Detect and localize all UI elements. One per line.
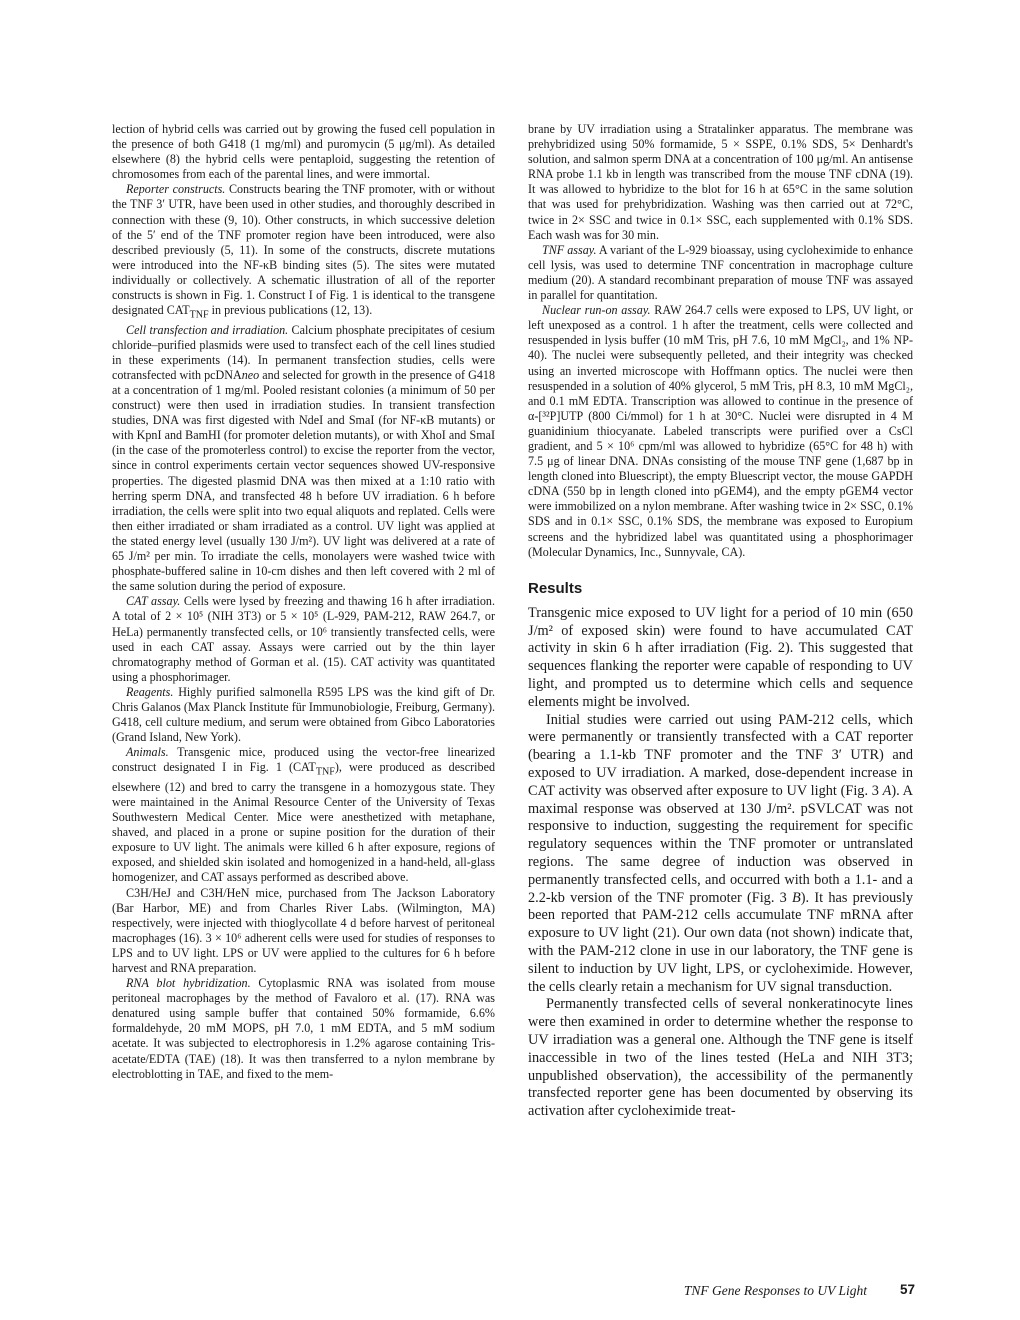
page-number: 57 xyxy=(899,1282,915,1297)
run-in-heading: Reagents. xyxy=(126,684,174,699)
section-heading-results: Results xyxy=(528,579,583,597)
paragraph-nuclear-run-on: Nuclear run-on assay. RAW 264.7 cells were exposed to LPS, UV light, or left unexposed as a control. 1 h after the treatment, cells were collected and resuspended in lysis buffer (10 mM Tris, pH 7.6, 10 mM MgCl₂, and 1% NP-40). The nuclei were subsequently pelleted, and their integrity was checked using an inverted microscope with Hoffmann optics. The nuclei were then resuspended in a solution of 40% glycerol, 5 mM Tris, pH 8.3, 10 mM MgCl₂, and 0.1 mM EDTA. Transcription was allowed to continue in the presence of α-[³²P]UTP (800 Ci/mmol) for 1 h at 30°C. Nuclei were disrupted in 4 M guanidinium thiocyanate. Labeled transcripts were purified over a CsCl gradient, and 5 × 10⁶ cpm/ml was allowed to hybridize (65°C for 48 h) with 7.5 μg of linear DNA. DNAs consisting of the mouse TNF gene (1,687 bp in length cloned into Bluescript), the empty Bluescript vector, the mouse GAPDH cDNA (550 bp in length cloned into pGEM4), and the empty pGEM4 vector were immobilized on a nylon membrane. After washing twice in 2× SSC, 0.1% SDS and in 0.1× SSC, 0.1% SDS, the membrane was exposed to Europium screens and the hybridized label was quantitated using a phosphorimager (Molecular Dynamics, Inc., Sunnyvale, CA). xyxy=(528,303,913,559)
paragraph-reagents: Reagents. Highly purified salmonella R595 LPS was the kind gift of Dr. Chris Galanos (Max Planck Institute für Immunobiologie, Freiburg, Germany). G418, cell culture medium, and serum were obtained from Gibco Laboratories (Grand Island, New York). xyxy=(112,684,496,745)
results-paragraph: Initial studies were carried out using PAM-212 cells, which were permanently or transiently transfected with a CAT reporter (bearing a 1.1-kb TNF promoter and the TNF 3′ UTR) and exposed to UV irradiation. A marked, dose-dependent increase in CAT activity was observed after exposure to UV light (Fig. 3 A). A maximal response was observed at 130 J/m². pSVLCAT was not responsive to induction, suggesting the requirement for specific regulatory sequences within the TNF promoter or untranslated regions. The same degree of induction was observed in permanently transfected cells, and occurred with both a 1.1- and a 2.2-kb version of the TNF promoter (Fig. 3 B). It has previously been reported that PAM-212 cells accumulate TNF mRNA after exposure to UV light (21). Our own data (not shown) indicate that, with the PAM-212 clone in use in our laboratory, the TNF gene is silent to induction by UV light, LPS, or cycloheximide. However, the cells clearly retain a mechanism for UV signal transduction. xyxy=(528,711,913,995)
right-column xyxy=(528,122,913,1121)
page-footer xyxy=(560,1283,915,1305)
paragraph-rna-blot: RNA blot hybridization. Cytoplasmic RNA was isolated from mouse peritoneal macrophages by the method of Favaloro et al. (17). RNA was denatured using sample buffer that contained 50% formamide, 6.6% formaldehyde, 20 mM MOPS, pH 7.0, 1 mM EDTA, and 5 mM sodium acetate. It was subjected to electrophoresis in 1.2% agarose containing Tris-acetate/EDTA (TAE) (18). It was then transferred to a nylon membrane by electroblotting in TAE, and fixed to the mem- xyxy=(112,976,495,1081)
paragraph-cat-assay: CAT assay. Cells were lysed by freezing and thawing 16 h after irradiation. A total of 2 × 10⁵ (NIH 3T3) or 5 × 10⁵ (L-929, PAM-212, RAW 264.7, or HeLa) permanently transfected cells, or 10⁶ transiently transfected cells, were used in each CAT assay. Assays were carried out by the thin layer chromatography method of Gorman et al. (15). CAT activity was quantitated using a phosphorimager. xyxy=(112,594,495,684)
running-title: TNF Gene Responses to UV Light xyxy=(683,1283,867,1298)
run-in-heading: CAT assay. xyxy=(126,594,181,609)
paragraph-cell-transfection: Cell transfection and irradiation. Calcium phosphate precipitates of cesium chloride–purified plasmids were used to transfect each of the cell lines studied in these experiments (14). In permanent transfection studies, cells were cotransfected with pcDNAneo and selected for growth in the presence of G418 at a concentration of 1 mg/ml. Pooled resistant colonies (a minimum of 50 per construct) were then used in irradiation studies. In transient transfection studies, DNA was first digested with NdeI and SmaI (for NF-κB mutants) or with KpnI and BamHI (for promoter deletion mutants), or with XhoI and SmaI (in the case of the promoterless control) to excise the reporter from the vector, since in control experiments certain vector sequences showed UV-responsive properties. The digested plasmid DNA was then mixed at a 1:10 ratio with herring sperm DNA, and transfected 48 h before UV irradiation. 6 h before irradiation, the cells were split into two equal aliquots and replated. Cells were then either irradiated or sham irradiated as a control. UV light was applied at the stated energy level (usually 130 J/m²). UV light was delivered at a rate of 65 J/m² per min. To irradiate the cells, monolayers were washed twice with phosphate-buffered saline in 10-cm dishes and then left covered with 2 ml of the same solution during the period of exposure. xyxy=(112,322,495,594)
run-in-heading: Reporter constructs. xyxy=(126,182,226,197)
paragraph-animals: Animals. Transgenic mice, produced using the vector-free linearized construct designated I in Fig. 1 $(CAT_{TNF})$, were produced as described elsewhere (12) and bred to carry the transgene in a homozygous state. They were maintained in the Animal Resource Center of the University of Texas Southwestern Medical Center. Mice were anesthetized with metaphane, shaved, and placed in a prone or supine position for the duration of their exposure to UV light. The animals were killed 6 h after exposure, regions of exposed, and shielded skin isolated and homogenized in a hand-held, all-glass homogenizer, and CAT assays performed as described above. xyxy=(112,745,495,885)
run-in-heading: TNF assay. xyxy=(542,242,597,257)
paragraph: brane by UV irradiation using a Stratalinker apparatus. The membrane was prehybridized using 50% formamide, 5 × SSPE, 0.1% SDS, 5× Denhardt's solution, and salmon sperm DNA at a concentration of 100 μg/ml. An antisense RNA probe 1.1 kb in length was transcribed from the mouse TNF cDNA (19). It was allowed to hybridize to the blot for 16 h at 65°C in the same solution that was used for prehybridization. Washing was then carried out at 72°C, twice in 2× SSC and twice in 0.1× SSC, each supplemented with 0.1% SDS. Each wash was for 30 min. xyxy=(528,122,913,242)
run-in-heading: RNA blot hybridization. xyxy=(126,976,251,991)
paragraph-mice: C3H/HeJ and C3H/HeN mice, purchased from The Jackson Laboratory (Bar Harbor, ME) and from Charles River Labs. (Wilmington, MA) respectively, were injected with thioglycollate 4 d before harvest of peritoneal macrophages (16). 3 × 10⁶ adherent cells were used for studies of responses to LPS and to UV light. LPS or UV were applied to the cultures for 6 h before harvest and RNA preparation. xyxy=(112,885,495,975)
paragraph-reporter-constructs: Reporter constructs. Constructs bearing the TNF promoter, with or without the TNF 3′ UTR, have been used in other studies, and thoroughly described in connection with these (9, 10). Other constructs, in which successive deletion of the 5′ end of the TNF promoter region have been introduced, were also described previously (5, 11). In some of the constructs, discrete mutations were introduced into the NF-κB binding sites (5). The sites were mutated individually or collectively. A schematic illustration of all of the reporter constructs is shown in Fig. 1. Construct I of Fig. 1 is identical to the transgene designated $CAT_{TNF}$ in previous publications (12, 13). xyxy=(112,182,495,321)
results-paragraph: Permanently transfected cells of several nonkeratinocyte lines were then examined in order to determine whether the response to UV irradiation was a general one. Although the TNF gene is itself inaccessible in two of the lines tested (HeLa and NIH 3T3; unpublished observation), the accessibility of the permanently transfected reporter gene has been documented by observing its activation after cycloheximide treat- xyxy=(528,996,913,1120)
run-in-heading: Cell transfection and irradiation. xyxy=(126,322,289,337)
left-column xyxy=(112,122,495,1082)
run-in-heading: Animals. xyxy=(126,745,169,760)
run-in-heading: Nuclear run-on assay. xyxy=(542,303,651,318)
paragraph: lection of hybrid cells was carried out by growing the fused cell population in the presence of both G418 (1 mg/ml) and puromycin (5 μg/ml). As detailed elsewhere (8) the hybrid cells were pentaploid, suggesting the retention of chromosomes from each of the parental lines, and were immortal. xyxy=(112,122,495,182)
results-paragraph: Transgenic mice exposed to UV light for a period of 10 min (650 J/m² of exposed skin) were found to have accumulated CAT activity in skin 6 h after irradiation (Fig. 2). This suggested that sequences flanking the reporter were capable of responding to UV light, and prompted us to determine which cells and sequence elements might be involved. xyxy=(528,604,913,710)
paragraph-tnf-assay: TNF assay. A variant of the L-929 bioassay, using cycloheximide to enhance cell lysis, was used to determine TNF concentration in macrophage culture medium (20). A standard recombinant preparation of mouse TNF was assayed in parallel for quantitation. xyxy=(528,242,914,303)
